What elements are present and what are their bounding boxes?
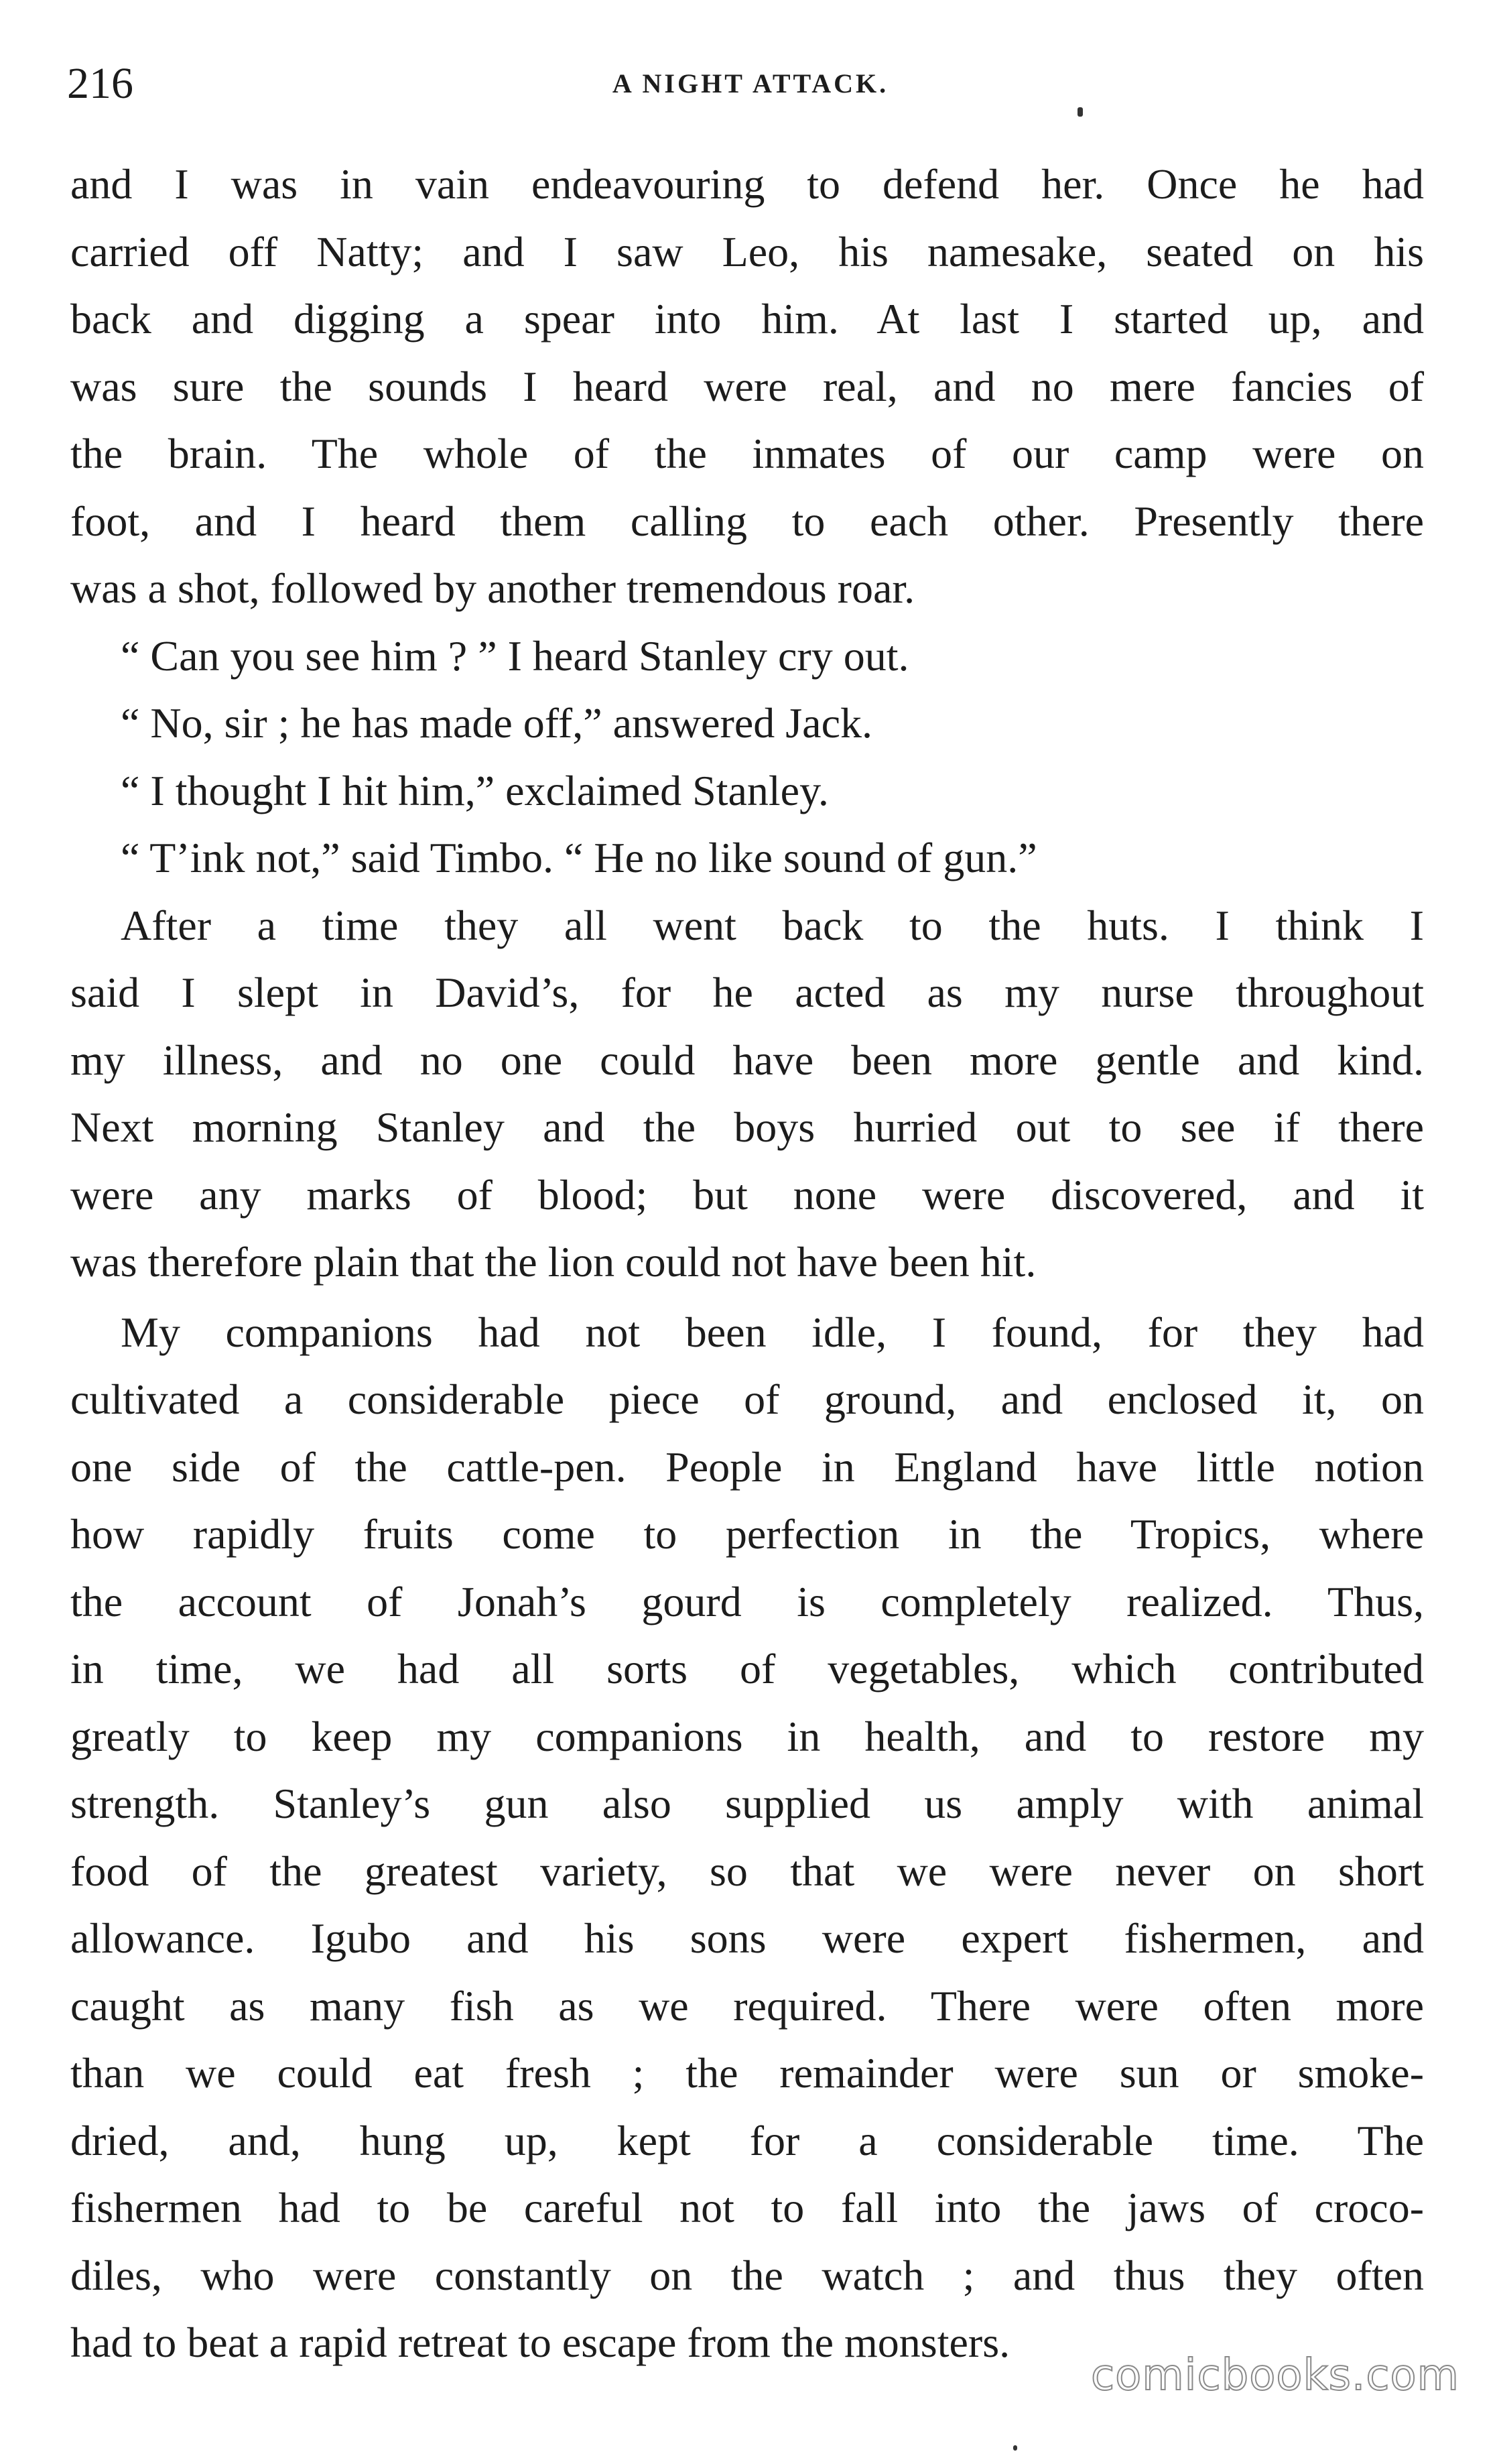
paragraph-start-line: After a time they all went back to the huts. I think I: [121, 901, 1424, 949]
text-line: dried, and, hung up, kept for a considerable time. The: [70, 2116, 1424, 2164]
text-line: was a shot, followed by another tremendous roar.: [70, 564, 915, 612]
print-speck: [1078, 107, 1083, 117]
text-line: my illness, and no one could have been more gentle and kind.: [70, 1036, 1424, 1084]
text-line: cultivated a considerable piece of ground, and enclosed it, on: [70, 1375, 1424, 1423]
body-text: [70, 151, 1424, 2377]
dialogue-line: “ T’ink not,” said Timbo. “ He no like sound of gun.”: [121, 834, 1037, 881]
page-header: [67, 54, 1434, 114]
text-line: one side of the cattle-pen. People in England have little notion: [70, 1442, 1424, 1491]
dialogue-line: “ I thought I hit him,” exclaimed Stanley.: [121, 766, 829, 814]
text-line: than we could eat fresh ; the remainder were sun or smoke-: [70, 2049, 1424, 2097]
text-line: was therefore plain that the lion could not have been hit.: [70, 1238, 1037, 1286]
text-line: diles, who were constantly on the watch ; and thus they often: [70, 2251, 1424, 2299]
text-line: said I slept in David’s, for he acted as my nurse throughout: [70, 969, 1424, 1016]
dialogue-line: “ No, sir ; he has made off,” answered Jack.: [121, 699, 872, 747]
paragraph-start-line: My companions had not been idle, I found, for they had: [121, 1308, 1424, 1356]
watermark: comicbooks.com: [1090, 2351, 1459, 2400]
text-line: back and digging a spear into him. At last I started up, and: [70, 295, 1424, 343]
text-line: strength. Stanley’s gun also supplied us amply with animal: [70, 1780, 1424, 1827]
text-line: allowance. Igubo and his sons were expert fishermen, and: [70, 1914, 1424, 1962]
print-speck: [1013, 2445, 1017, 2451]
text-line: the account of Jonah’s gourd is completely realized. Thus,: [70, 1577, 1424, 1625]
text-line: the brain. The whole of the inmates of our camp were on: [70, 430, 1424, 477]
text-line: Next morning Stanley and the boys hurried out to see if there: [70, 1103, 1424, 1151]
running-title: A NIGHT ATTACK.: [612, 68, 889, 99]
text-line: food of the greatest variety, so that we were never on short: [70, 1847, 1424, 1895]
text-line: carried off Natty; and I saw Leo, his namesake, seated on his: [70, 227, 1424, 275]
text-line: how rapidly fruits come to perfection in the Tropics, where: [70, 1510, 1424, 1558]
text-line: were any marks of blood; but none were discovered, and it: [70, 1170, 1424, 1219]
text-line: had to beat a rapid retreat to escape from the monsters.: [70, 2319, 1010, 2366]
text-line: and I was in vain endeavouring to defend her. Once he had: [70, 160, 1424, 208]
text-line: caught as many fish as we required. There were often more: [70, 1981, 1424, 2030]
text-line: fishermen had to be careful not to fall into the jaws of croco-: [70, 2184, 1424, 2231]
text-line: in time, we had all sorts of vegetables, which contributed: [70, 1645, 1424, 1692]
text-line: greatly to keep my companions in health, and to restore my: [70, 1712, 1424, 1760]
page-number: 216: [67, 59, 133, 108]
text-line: was sure the sounds I heard were real, and no mere fancies of: [70, 362, 1424, 410]
text-line: foot, and I heard them calling to each other. Presently there: [70, 497, 1424, 545]
dialogue-line: “ Can you see him ? ” I heard Stanley cry out.: [121, 631, 909, 680]
